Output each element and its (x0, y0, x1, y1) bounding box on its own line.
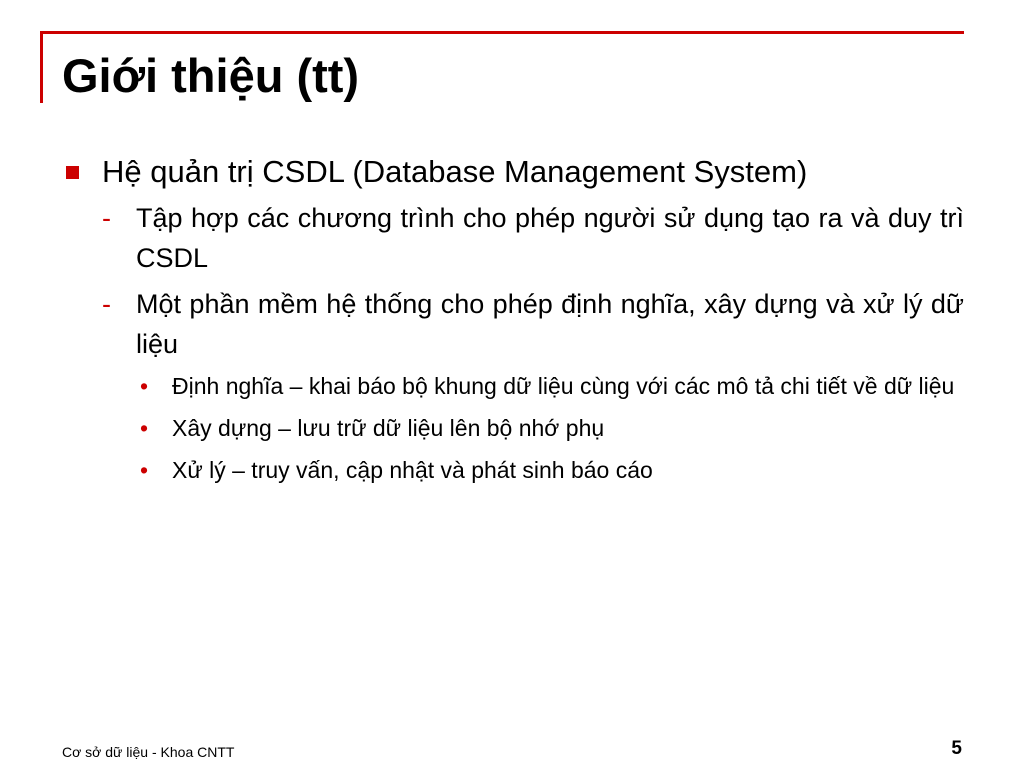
page-number: 5 (951, 738, 962, 759)
detail-item (136, 412, 964, 445)
dash-marker: - (102, 289, 111, 319)
sub-item-text: Tập hợp các chương trình cho phép người sử dụng tạo ra và duy trì CSDL (136, 203, 964, 273)
sub-item (102, 284, 964, 364)
dash-marker: - (102, 203, 111, 233)
slide-content (60, 150, 964, 496)
bullet-level1 (60, 150, 964, 194)
dot-marker: • (140, 457, 149, 483)
detail-item (136, 454, 964, 487)
sub-item (102, 198, 964, 278)
sub-item-text: Một phần mềm hệ thống cho phép định nghĩa, xây dựng và xử lý dữ liệu (136, 289, 964, 359)
title-rule-top (40, 31, 964, 34)
detail-item-text: Xử lý – truy vấn, cập nhật và phát sinh báo cáo (172, 457, 653, 483)
detail-item-text: Xây dựng – lưu trữ dữ liệu lên bộ nhớ phụ (172, 415, 605, 441)
detail-item (136, 370, 964, 403)
red-square-bullet-icon (66, 166, 79, 179)
detail-item-text: Định nghĩa – khai báo bộ khung dữ liệu cùng với các mô tả chi tiết về dữ liệu (172, 373, 955, 399)
title-rule-left (40, 31, 43, 103)
footer-course-label: Cơ sở dữ liệu - Khoa CNTT (62, 744, 235, 760)
dot-marker: • (140, 415, 149, 441)
slide-title: Giới thiệu (tt) (62, 49, 360, 102)
bullet-level1-text: Hệ quản trị CSDL (Database Management System) (102, 154, 808, 189)
dot-marker: • (140, 373, 149, 399)
